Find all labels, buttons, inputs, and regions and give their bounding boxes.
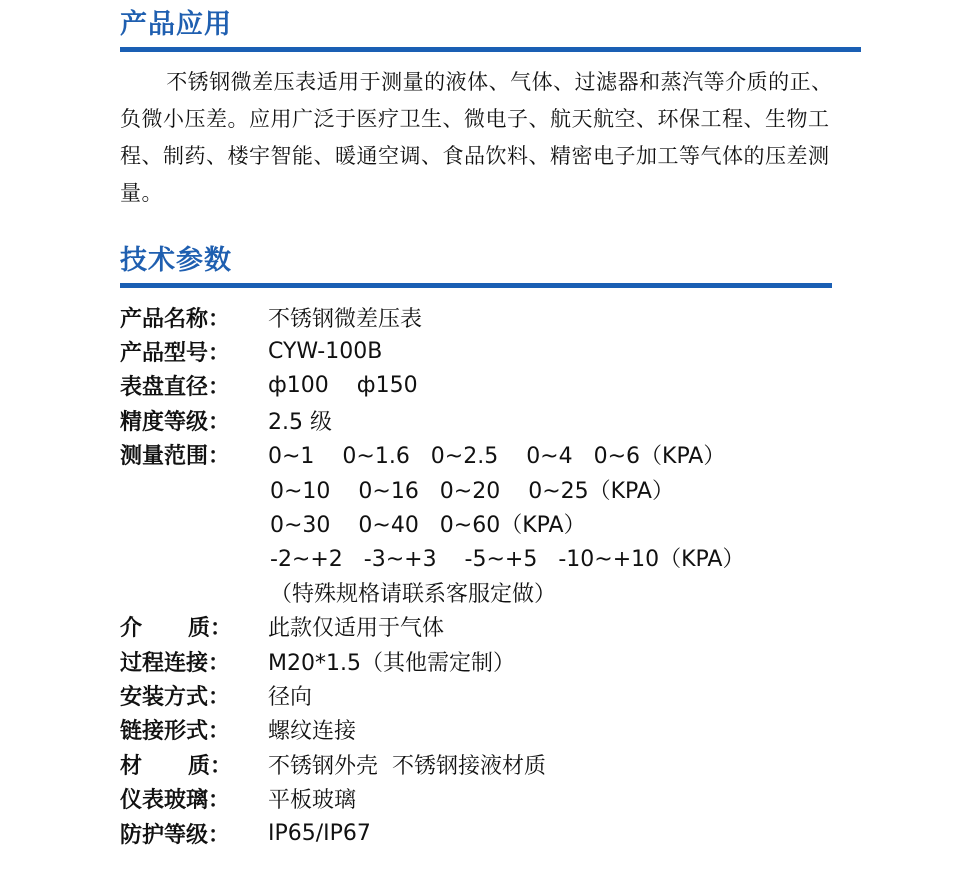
spec-row-mounting: [120, 678, 744, 712]
spec-label: 测量范围：: [120, 444, 231, 470]
spec-row-model: [120, 334, 744, 368]
spec-row-range-cont: [120, 472, 744, 506]
spec-value: ф100 ф150: [268, 373, 418, 399]
spec-value: 0~1 0~1.6 0~2.5 0~4 0~6（KPA）: [268, 444, 726, 470]
spec-label: 精度等级：: [120, 409, 231, 435]
spec-value: IP65/IP67: [268, 820, 371, 846]
spec-value: 螺纹连接: [268, 719, 357, 745]
spec-value: 2.5 级: [268, 409, 332, 435]
spec-value: 0~30 0~40 0~60（KPA）: [270, 513, 586, 539]
spec-label: 介 质：: [120, 616, 232, 642]
spec-row-link: [120, 713, 744, 747]
spec-row-name: [120, 300, 744, 334]
spec-row-range-note: [120, 575, 744, 609]
spec-label: 过程连接：: [120, 650, 231, 676]
spec-row-range-cont: [120, 541, 744, 575]
section-divider-application: [120, 47, 861, 52]
application-text: 不锈钢微差压表适用于测量的液体、气体、过滤器和蒸汽等介质的正、负微小压差。应用广泛于医疗卫生、微电子、航天航空、环保工程、生物工程、制药、楼宇智能、暖通空调、食品饮料、精密电子加工等气体的压差测量。: [120, 70, 833, 205]
spec-row-connection: [120, 644, 744, 678]
spec-label: 表盘直径：: [120, 375, 231, 401]
section-title-application: 产品应用: [120, 9, 232, 40]
spec-row-medium: [120, 610, 744, 644]
spec-value: （特殊规格请联系客服定做）: [270, 581, 557, 607]
section-divider-specs: [120, 283, 832, 288]
spec-value: 此款仅适用于气体: [268, 616, 445, 642]
spec-label: 产品型号：: [120, 341, 231, 367]
section-title-specs: 技术参数: [120, 245, 232, 276]
section-specs-header: [120, 244, 232, 278]
spec-label: 防护等级：: [120, 822, 231, 848]
spec-value: 不锈钢外壳 不锈钢接液材质: [268, 753, 546, 779]
spec-row-protection: [120, 816, 744, 850]
spec-value: CYW-100B: [268, 339, 383, 365]
spec-label: 材 质：: [120, 753, 232, 779]
spec-table: [120, 300, 744, 850]
spec-row-range: [120, 438, 744, 472]
spec-row-range-cont: [120, 506, 744, 540]
spec-value: 径向: [268, 684, 313, 710]
spec-row-accuracy: [120, 403, 744, 437]
spec-value: 平板玻璃: [268, 788, 357, 814]
spec-row-material: [120, 747, 744, 781]
spec-label: 安装方式：: [120, 684, 231, 710]
spec-value: -2~+2 -3~+3 -5~+5 -10~+10（KPA）: [270, 547, 745, 573]
spec-label: 仪表玻璃：: [120, 788, 231, 814]
spec-label: 产品名称：: [120, 306, 231, 332]
spec-label: 链接形式：: [120, 719, 231, 745]
spec-value: 不锈钢微差压表: [268, 306, 423, 332]
section-application-header: [120, 8, 232, 42]
application-paragraph: [120, 64, 850, 212]
spec-value: M20*1.5（其他需定制）: [268, 650, 515, 676]
spec-row-diameter: [120, 369, 744, 403]
spec-row-glass: [120, 781, 744, 815]
spec-value: 0~10 0~16 0~20 0~25（KPA）: [270, 478, 674, 504]
